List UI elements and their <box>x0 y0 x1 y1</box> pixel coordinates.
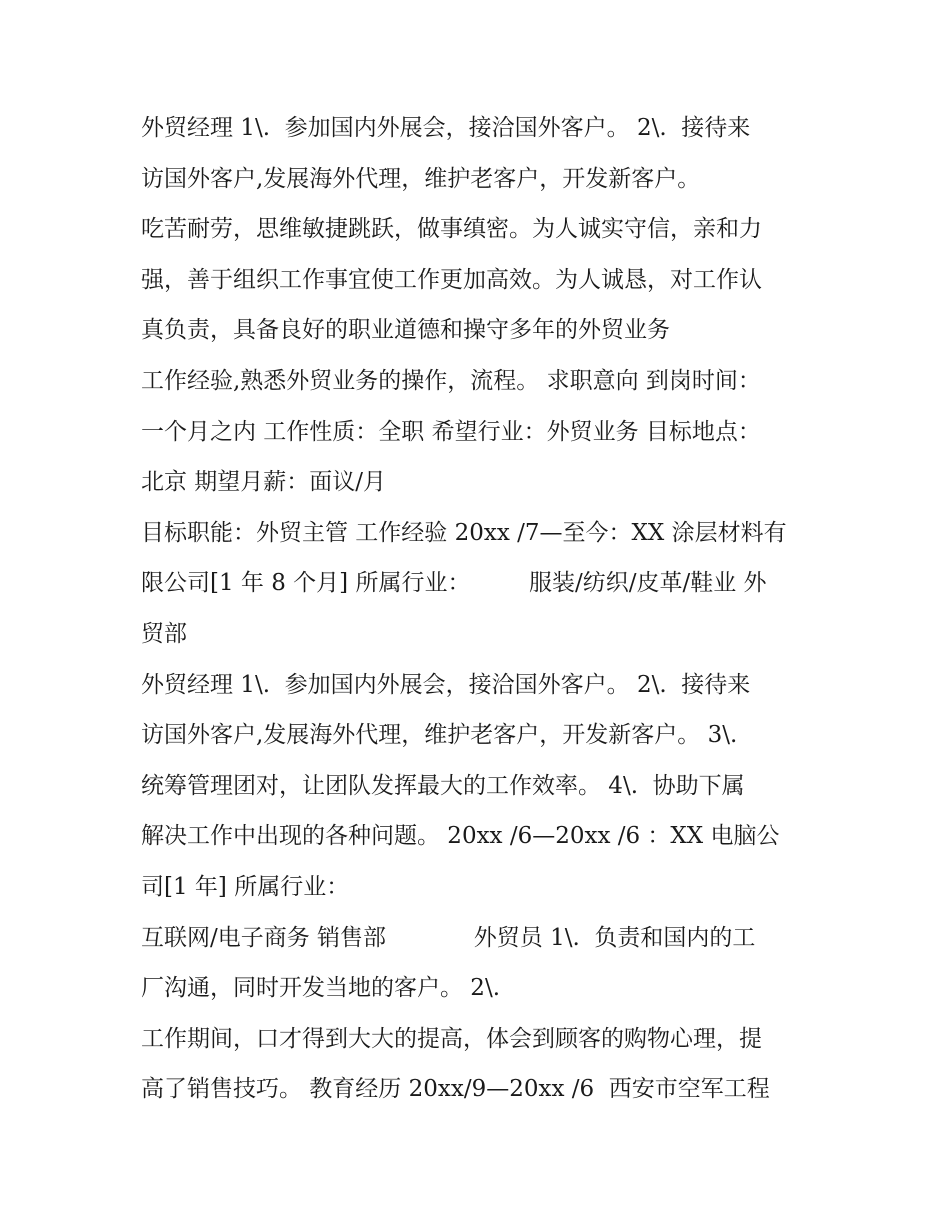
text-line: 访国外客户,发展海外代理，维护老客户，开发新客户。 3\. <box>141 722 738 749</box>
text-line: 外贸经理 1\. 参加国内外展会，接洽国外客户。 2\. 接待来 <box>141 671 751 698</box>
text-line: 贸部 <box>141 620 187 647</box>
text-line: 北京 期望月薪：面议/月 <box>141 469 387 496</box>
text-line: 外贸经理 1\. 参加国内外展会，接洽国外客户。 2\. 接待来 <box>141 115 751 141</box>
document-body <box>141 103 821 1115</box>
text-line: 高了销售技巧。 教育经历 20xx/9—20xx /6 西安市空军工程 <box>141 1076 770 1103</box>
text-line: 访国外客户,发展海外代理，维护老客户，开发新客户。 <box>141 165 701 192</box>
text-line: 限公司[1 年 8 个月] 所属行业： 服装/纺织/皮革/鞋业 外 <box>141 570 767 597</box>
text-line: 互联网/电子商务 销售部 外贸员 1\. 负责和国内的工 <box>141 924 756 951</box>
text-line: 强，善于组织工作事宜使工作更加高效。为人诚恳，对工作认 <box>141 266 762 293</box>
text-line: 解决工作中出现的各种问题。 20xx /6—20xx /6 ：XX 电脑公 <box>141 823 780 850</box>
text-line: 一个月之内 工作性质：全职 希望行业：外贸业务 目标地点： <box>141 418 761 445</box>
text-line: 吃苦耐劳，思维敏捷跳跃，做事缜密。为人诚实守信，亲和力 <box>141 216 762 243</box>
text-line: 司[1 年] 所属行业： <box>141 873 350 900</box>
text-line: 目标职能：外贸主管 工作经验 20xx /7—至今：XX 涂层材料有 <box>141 519 787 546</box>
text-line: 工作期间，口才得到大大的提高，体会到顾客的购物心理，提 <box>141 1025 762 1052</box>
text-line: 工作经验,熟悉外贸业务的操作，流程。 求职意向 到岗时间： <box>141 367 761 394</box>
text-line: 厂沟通，同时开发当地的客户。 2\. <box>141 975 501 1002</box>
text-line: 统筹管理团对，让团队发挥最大的工作效率。 4\. 协助下属 <box>141 772 745 799</box>
text-line: 真负责，具备良好的职业道德和操守多年的外贸业务 <box>141 317 670 344</box>
